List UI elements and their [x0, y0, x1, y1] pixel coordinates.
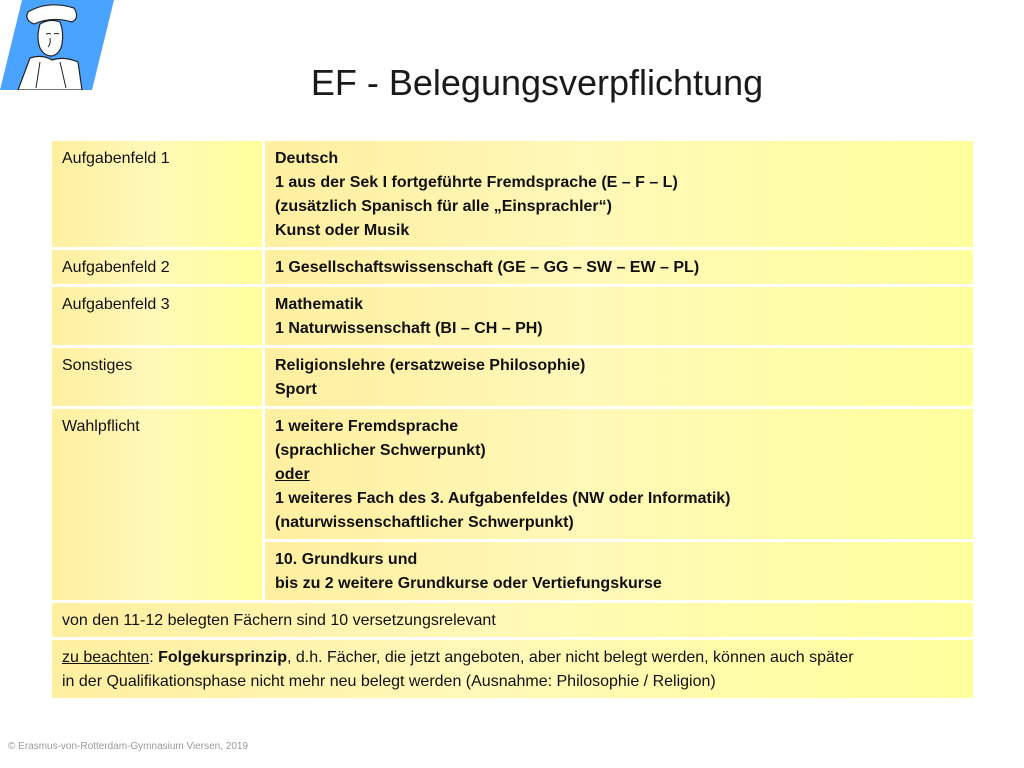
note-colon: : — [149, 649, 159, 666]
content-line: 1 weitere Fremdsprache — [275, 418, 459, 435]
content-line: (zusätzlich Spanisch für alle „Einsprachler“) — [275, 198, 612, 215]
table-row — [52, 640, 973, 701]
page-title: EF - Belegungsverpflichtung — [310, 62, 764, 103]
row-content — [265, 542, 973, 603]
copyright-footer: © Erasmus-von-Rotterdam-Gymnasium Viersen, 2019 — [8, 741, 249, 752]
row-content — [265, 409, 973, 542]
content-line: 1 aus der Sek I fortgeführte Fremdsprache (E – F – L) — [275, 174, 678, 191]
content-line: Sport — [275, 381, 317, 398]
note-text-line1: , d.h. Fächer, die jetzt angeboten, aber nicht belegt werden, können auch später — [286, 649, 854, 666]
content-line: Mathematik — [275, 296, 364, 313]
belegung-table — [52, 141, 973, 701]
content-line: 1 weiteres Fach des 3. Aufgabenfeldes (NW oder Informatik) — [275, 490, 731, 507]
content-line: bis zu 2 weitere Grundkurse oder Vertiefungskurse — [275, 575, 662, 592]
content-line: Kunst oder Musik — [275, 222, 410, 239]
content-line: 1 Gesellschaftswissenschaft (GE – GG – SW – EW – PL) — [275, 259, 700, 276]
content-line-oder: oder — [275, 466, 310, 483]
table-row — [52, 348, 973, 409]
row-label: Aufgabenfeld 1 — [52, 141, 265, 250]
row-content — [265, 141, 973, 250]
note-folgekurs — [52, 640, 973, 701]
row-label: Aufgabenfeld 2 — [52, 250, 265, 287]
row-content — [265, 287, 973, 348]
table-row — [52, 250, 973, 287]
content-line: Religionslehre (ersatzweise Philosophie) — [275, 357, 586, 374]
row-content — [265, 250, 973, 287]
content-line: 1 Naturwissenschaft (BI – CH – PH) — [275, 320, 543, 337]
note-term: Folgekursprinzip — [158, 649, 287, 666]
row-content — [265, 348, 973, 409]
row-label: Aufgabenfeld 3 — [52, 287, 265, 348]
row-label: Wahlpflicht — [52, 409, 265, 603]
table-row — [52, 603, 973, 640]
content-line: Deutsch — [275, 150, 339, 167]
content-line: 10. Grundkurs und — [275, 551, 418, 568]
row-label: Sonstiges — [52, 348, 265, 409]
table-row — [52, 409, 973, 542]
content-line: (sprachlicher Schwerpunkt) — [275, 442, 486, 459]
note-relevant: von den 11-12 belegten Fächern sind 10 versetzungsrelevant — [52, 603, 973, 640]
note-prefix: zu beachten — [62, 649, 150, 666]
table-row — [52, 141, 973, 250]
content-line: (naturwissenschaftlicher Schwerpunkt) — [275, 514, 574, 531]
note-text-line2: in der Qualifikationsphase nicht mehr neu belegt werden (Ausnahme: Philosophie / Religion) — [62, 673, 716, 690]
table-row — [52, 287, 973, 348]
